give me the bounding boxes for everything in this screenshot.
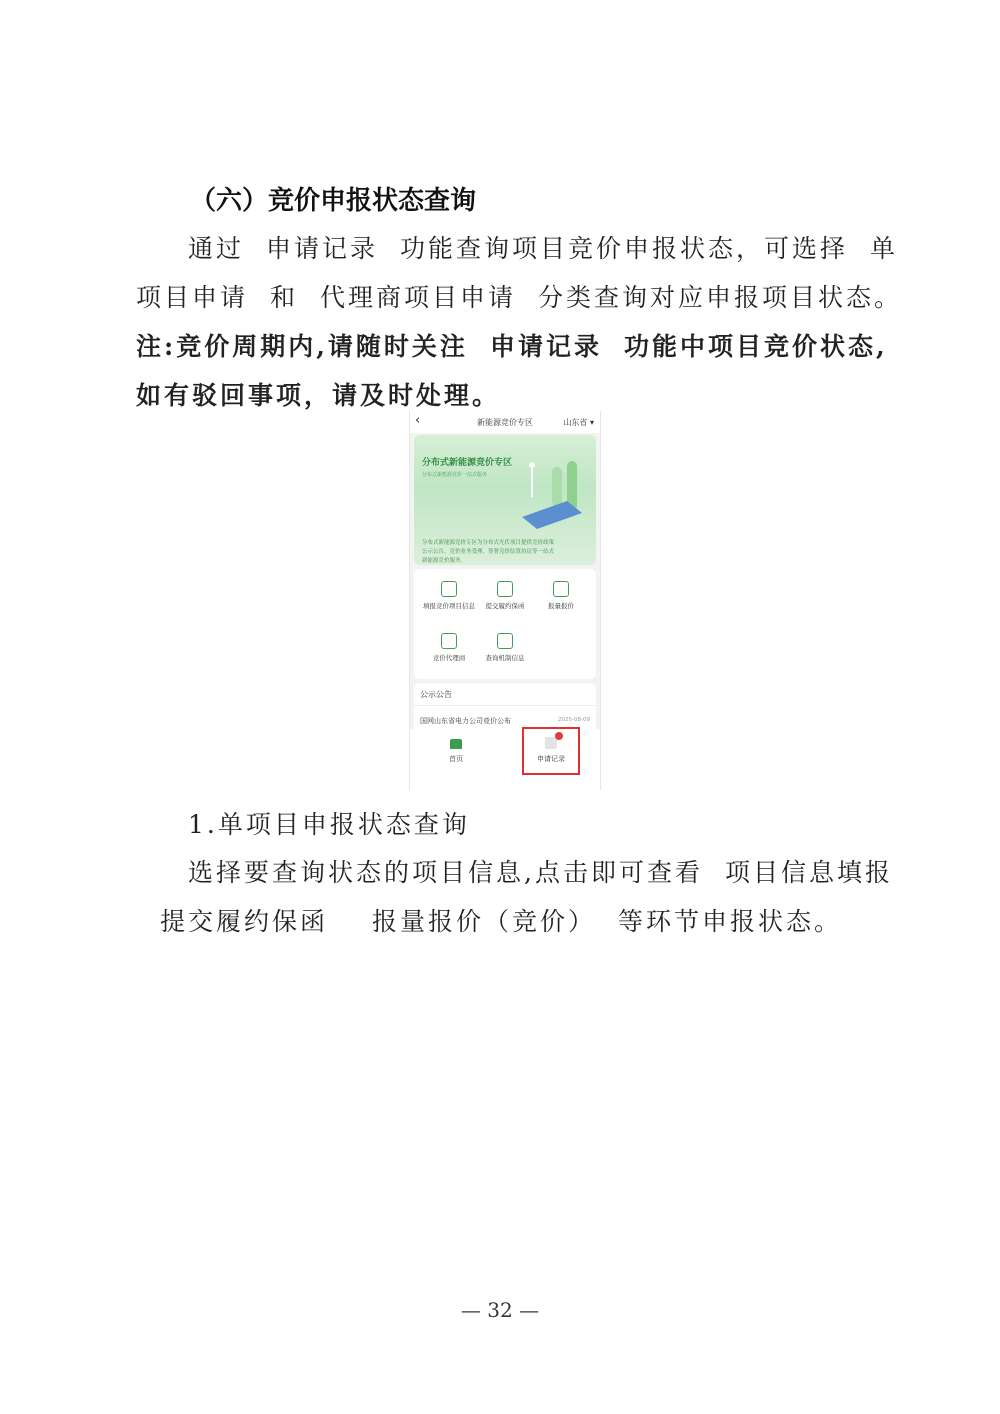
menu-item-fill-project-info[interactable]: 填报竞价项目信息 [419,581,479,611]
banner-description: 分布式新能源竞价专区为分布式光伏项目提供竞价政策公示公告、竞价业务受理、签署竞价结算协议等一站式新能源竞价服务。 [422,540,555,564]
intro-line-2: 项目申请 和 代理商项目申请 分类查询对应申报项目状态。 [136,283,903,312]
banner-subtitle: 分布式新能源竞价一站式服务 [422,472,488,478]
intro-line-1: 通过 申请记录 功能查询项目竞价申报状态，可选择 单 [188,234,899,263]
highlight-box [522,727,580,775]
home-icon [450,739,462,749]
notice-title: 公示公告 [420,690,452,699]
service-menu [414,569,596,679]
menu-item-query-mechanism[interactable]: 查询机制信息 [475,633,535,663]
agent-icon [441,633,457,649]
sub-para-line-1: 选择要查询状态的项目信息,点击即可查看 项目信息填报 [188,858,893,887]
intro-note-line: 注:竞价周期内,请随时关注 申请记录 功能中项目竞价状态, [136,332,888,361]
menu-item-submit-guarantee[interactable]: 提交履约保函 [475,581,535,611]
notice-item[interactable]: 国网山东省电力公司竞价公布 [420,717,511,725]
menu-item-bid-price[interactable]: 报量报价 [531,581,591,611]
page-number: — 32 — [460,1298,540,1322]
banner [414,435,596,565]
sub-para-line-2: 提交履约保函 报量报价（竞价） 等环节申报状态。 [160,907,843,936]
notice-date: 2025-08-09 [558,717,590,723]
query-icon [497,633,513,649]
menu-item-bid-agent[interactable]: 竞价代理商 [419,633,479,663]
tab-application-records[interactable]: 申请记录 [521,737,581,764]
phone-page-title: 新能源竞价专区 [477,418,533,427]
banner-title: 分布式新能源竞价专区 [422,458,513,468]
solar-wind-illustration [512,457,592,529]
form-icon [441,581,457,597]
section-heading: （六）竞价申报状态查询 [190,186,477,216]
phone-top-bar [410,411,600,433]
phone-screenshot [409,411,601,790]
tab-home[interactable]: 首页 [426,739,486,764]
gavel-icon [553,581,569,597]
sub-heading: 1.单项目申报状态查询 [188,810,470,839]
intro-line-4: 如有驳回事项，请及时处理。 [136,381,501,410]
chevron-left-icon[interactable]: ‹ [415,413,421,428]
divider [414,705,596,706]
guarantee-icon [497,581,513,597]
province-selector[interactable]: 山东省 ▾ [563,418,594,427]
